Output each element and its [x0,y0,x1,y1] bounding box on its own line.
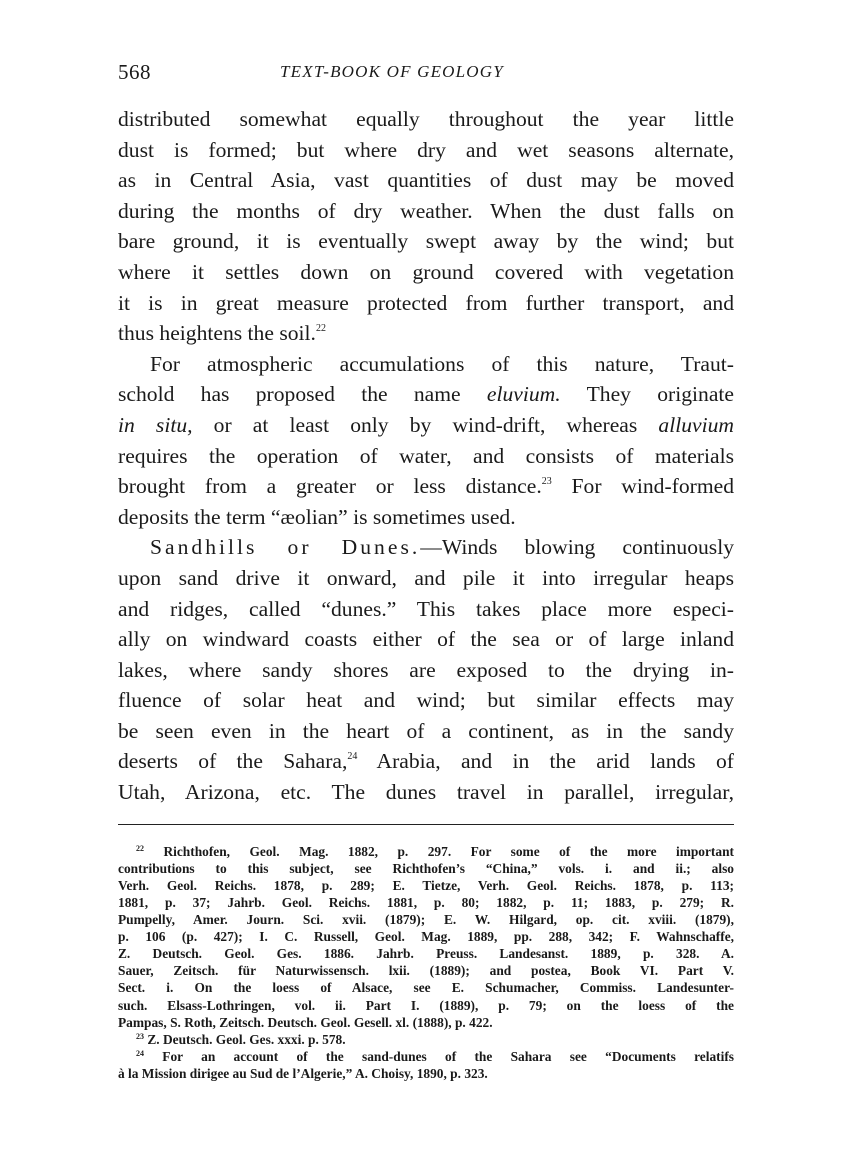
text-fragment: or at least only by wind-drift, whereas [192,412,659,437]
text-line: For atmospheric accumulations of this nature, Traut- [150,351,734,376]
text-fragment: brought from a greater or less distance. [118,474,542,499]
text-fragment: —Winds blowing continuously [420,535,734,560]
footnote-text: For an account of the sand-dunes of the Sahara see “Documents relatifs [144,1048,734,1064]
footnote-number: 24 [136,1048,144,1058]
footnote-line: contributions to this subject, see Richthofen’s “China,” vols. i. and ii.; also [118,860,734,876]
footnote-line: Verh. Geol. Reichs. 1878, p. 289; E. Tietze, Verh. Geol. Reichs. 1878, p. 113; [118,877,734,893]
text-line: Utah, Arizona, etc. The dunes travel in parallel, irregular, [118,780,734,805]
text-line: as in Central Asia, vast quantities of dust may be moved [118,168,734,193]
text-line: distributed somewhat equally throughout the year little [118,107,734,131]
footnote-line [118,1048,734,1065]
footnote-line: Pampas, S. Roth, Zeitsch. Deutsch. Geol. Gesell. xl. (1888), p. 422. [118,1014,493,1030]
footnote-line: Sauer, Zeitsch. für Naturwissensch. lxii. (1889); and postea, Book VI. Part V. [118,963,734,979]
running-head: TEXT-BOOK OF GEOLOGY [280,62,504,81]
text-line: requires the operation of water, and consists of materials [118,443,734,468]
text-line [118,318,734,349]
footnote-line: Z. Deutsch. Geol. Ges. 1886. Jahrb. Preuss. Landesanst. 1889, p. 328. A. [118,946,734,962]
text-line: bare ground, it is eventually swept away by the wind; but [118,229,734,254]
text-line [118,471,734,502]
text-line: dust is formed; but where dry and wet seasons alternate, [118,137,734,162]
text-line [118,746,734,777]
footnote-number: 22 [136,843,144,853]
text-line: during the months of dry weather. When the dust falls on [118,198,734,223]
text-fragment: deserts of the Sahara, [118,749,348,774]
italic-term: in situ, [118,412,193,437]
footnote-line: à la Mission dirigee au Sud de l’Algerie,” A. Choisy, 1890, p. 323. [118,1065,488,1081]
text-fragment: thus heightens the soil. [118,321,316,346]
footnote-line: p. 106 (p. 427); I. C. Russell, Geol. Mag. 1889, pp. 288, 342; F. Wahnschaffe, [118,929,734,945]
text-fragment: For wind-formed [551,474,734,499]
text-line [118,379,734,410]
text-line [118,410,734,441]
italic-term: eluvium. [486,382,561,407]
footnote-number: 23 [136,1031,144,1041]
text-line: be seen even in the heart of a continent, as in the sandy [118,718,734,743]
text-line: fluence of solar heat and wind; but similar effects may [118,688,734,713]
footnote-ref[interactable]: 23 [541,476,552,488]
page-number: 568 [118,60,151,84]
footnote-line: 1881, p. 37; Jahrb. Geol. Reichs. 1881, p. 80; 1882, p. 11; 1883, p. 279; R. [118,894,734,910]
text-line: where it settles down on ground covered with vegetation [118,259,734,284]
footnote-rule [118,824,734,825]
text-line: lakes, where sandy shores are exposed to the drying in- [118,657,734,682]
footnotes [118,843,734,1082]
body-text [118,104,734,808]
footnote-line: such. Elsass-Lothringen, vol. ii. Part I. (1889), p. 79; on the loess of the [118,997,734,1013]
text-fragment: Arabia, and in the arid lands of [357,749,734,774]
footnote-line [118,843,734,860]
text-fragment: They originate [560,382,734,407]
section-heading: Sandhills or Dunes. [150,535,421,560]
text-line: deposits the term “æolian” is sometimes used. [118,504,516,529]
text-fragment: schold has proposed the name [118,382,487,407]
footnote-ref[interactable]: 22 [315,323,326,335]
text-line: ally on windward coasts either of the sea or of large inland [118,627,734,652]
text-line [118,532,734,563]
page-header [118,54,734,94]
footnote-line: Pumpelly, Amer. Journ. Sci. xvii. (1879); E. W. Hilgard, op. cit. xviii. (1879), [118,912,734,928]
book-page [118,54,734,1082]
text-line: and ridges, called “dunes.” This takes place more especi- [118,596,734,621]
footnote-line: Sect. i. On the loess of Alsace, see E. Schumacher, Commiss. Landesunter- [118,980,734,996]
italic-term: alluvium [658,412,734,437]
footnote-ref[interactable]: 24 [347,751,358,763]
footnote-line [118,1031,734,1048]
text-line: upon sand drive it onward, and pile it into irregular heaps [118,565,734,590]
text-line: it is in great measure protected from further transport, and [118,290,734,315]
footnote-text: Richthofen, Geol. Mag. 1882, p. 297. For some of the more important [144,843,734,859]
footnote-text: Z. Deutsch. Geol. Ges. xxxi. p. 578. [144,1031,346,1047]
